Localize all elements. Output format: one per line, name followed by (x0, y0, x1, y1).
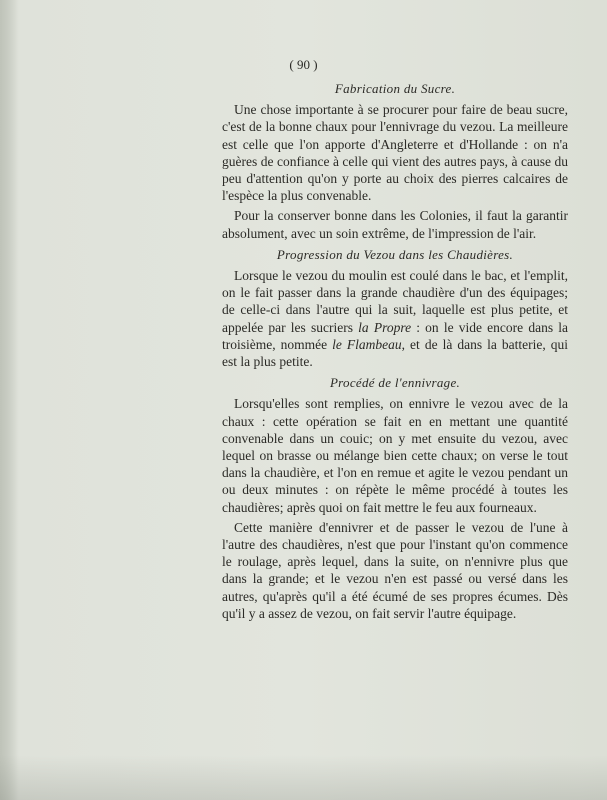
term-la-propre: la Propre (358, 319, 412, 335)
paragraph-maniere: Cette manière d'ennivrer et de passer le vezou de l'une à l'autre des chaudières, n'est que pour l'instant qu'on commence le roulage, après lequel, dans la suite, on n'ennivre plus que dans la grande; et le vezou n'en est passé ou versé dans les autres, qu'après qu'il a été écumé de ses propres écumes. Dès qu'il y a assez de vezou, on fait servir l'autre équipage. (222, 519, 568, 621)
progression-text-3: , et de là dans la batterie, qui est la plus petite. (222, 336, 568, 370)
progression-text-1: Lorsque le vezou du moulin est coulé dans le bac, et l'emplit, on le fait passer dans la grande chaudière d'un des équipages; de celle-ci dans l'autre qui la suit, laquelle est plus petite, et appelée par les sucriers (222, 268, 568, 335)
paragraph-progression (222, 267, 568, 370)
page-number: ( 90 ) (289, 57, 318, 72)
progression-text-2: : on le vide encore dans la troisième, nommée (222, 319, 568, 352)
page-bottom-shadow (0, 755, 607, 800)
text-column (222, 76, 568, 625)
section-heading-fabrication: Fabrication du Sucre. (334, 81, 456, 96)
term-le-flambeau: le Flambeau (332, 336, 402, 352)
section-heading-ennivrage: Procédé de l'ennivrage. (329, 375, 461, 391)
paragraph-ennivrage: Lorsqu'elles sont remplies, on ennivre le vezou avec de la chaux : cette opération se fait en en mettant une quantité convenable dans un couic; on y met ensuite du vezou, avec lequel on brasse ou mélange bien cette chaux; on verse le tout dans la chaudière, et l'on en remue et agite le vezou pendant un ou deux minutes : on répète le même procédé à toutes les chaudières; après quoi on fait mettre le feu aux fourneaux. (222, 396, 568, 515)
page-gutter-shadow (0, 0, 18, 800)
section-heading-progression: Progression du Vezou dans les Chaudières. (276, 246, 514, 262)
paragraph-chaux: Une chose importante à se procurer pour faire de beau sucre, c'est de la bonne chaux pour l'ennivrage du vezou. La meilleure est celle que l'on apporte d'Angleterre et d'Hollande : on n'a guères de confiance à celle qui vient des autres pays, à cause du peu d'attention qu'on y porte au choix des pierres calcaires de l'espèce la plus convenable. (222, 102, 568, 204)
paragraph-conserver: Pour la conserver bonne dans les Colonies, il faut la garantir absolument, avec un soin extrême, de l'impression de l'air. (222, 208, 568, 241)
